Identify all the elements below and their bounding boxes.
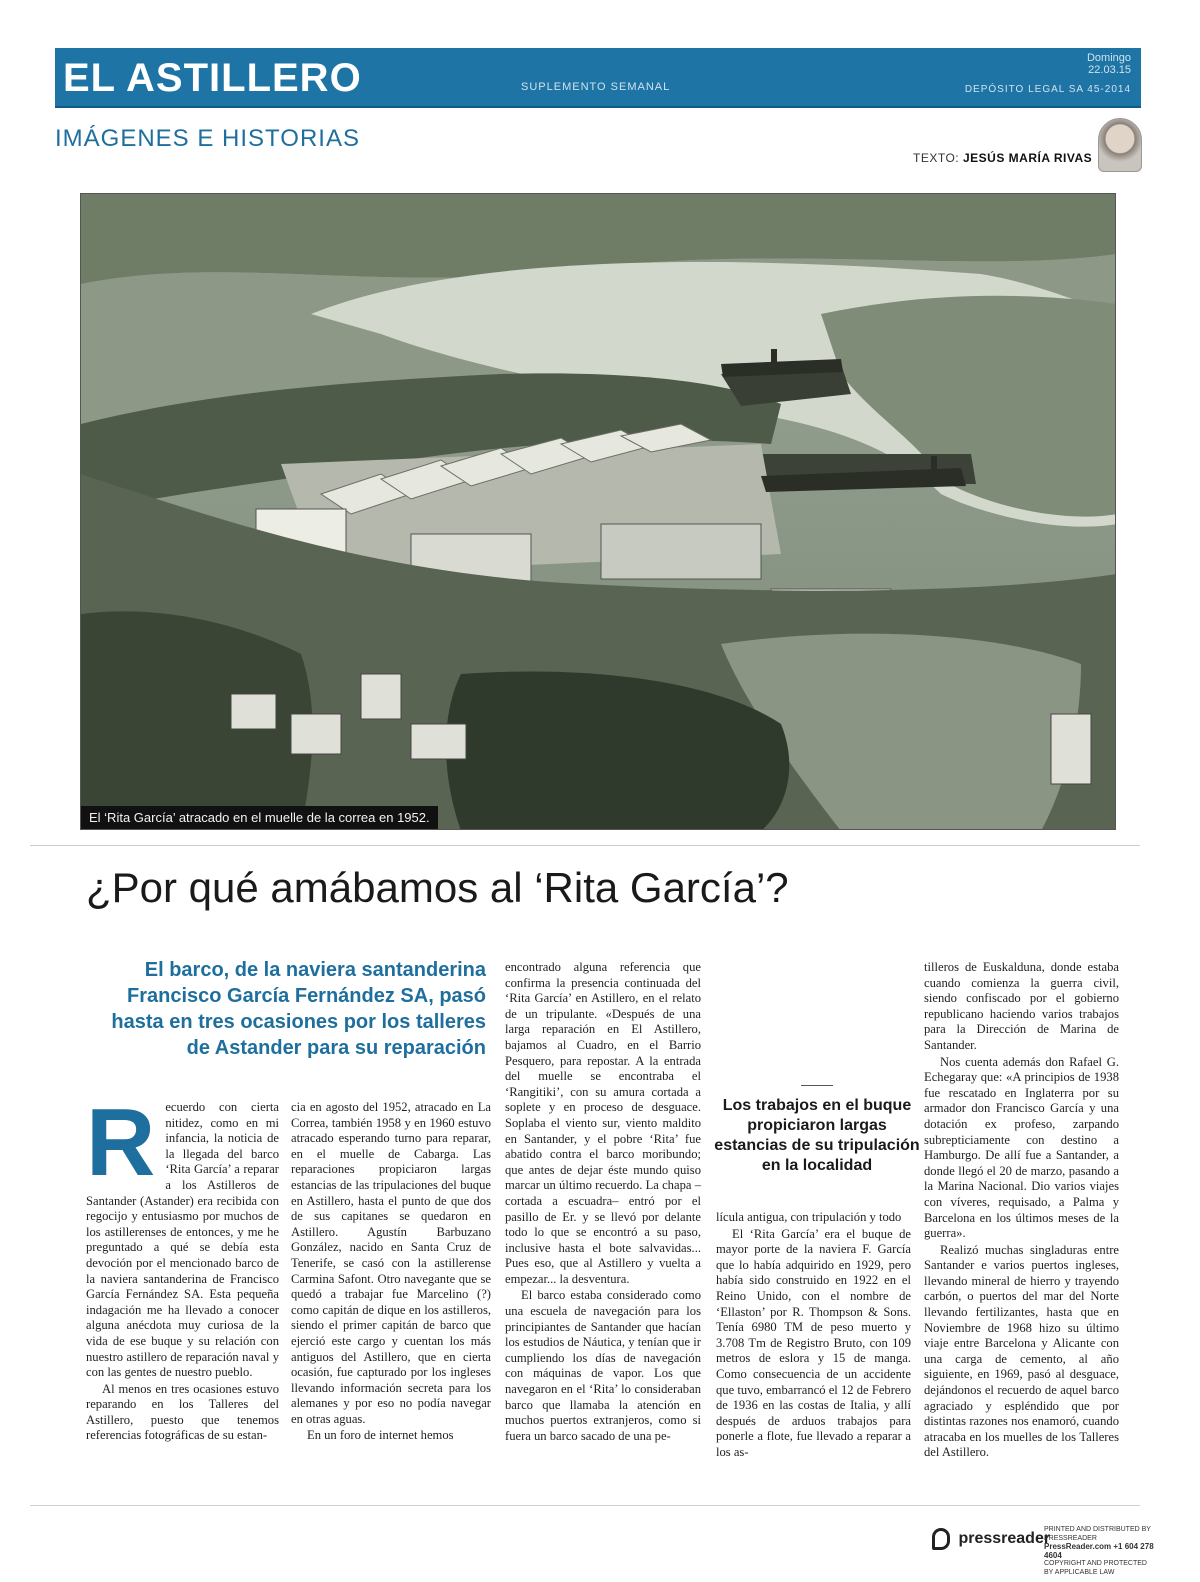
article-column-3 bbox=[505, 960, 701, 1445]
harbor-aerial-image bbox=[81, 194, 1116, 830]
distributor-notice bbox=[1044, 1526, 1154, 1577]
paragraph: En un foro de internet hemos bbox=[307, 1428, 454, 1443]
issue-day: Domingo bbox=[1086, 52, 1131, 64]
author-photo bbox=[1098, 118, 1142, 172]
photo-caption: El ‘Rita García’ atracado en el muelle de la correa en 1952. bbox=[81, 806, 438, 829]
article-lede: El barco, de la naviera santanderina Francisco García Fernández SA, pasó hasta en tres ocasiones por los talleres de Astander para su reparación bbox=[111, 959, 486, 1059]
footer-divider bbox=[30, 1505, 1140, 1506]
article-column-4 bbox=[716, 1210, 911, 1462]
article-column-5 bbox=[924, 960, 1119, 1462]
drop-cap: R bbox=[86, 1089, 156, 1196]
paragraph: Al menos en tres ocasiones estuvo reparando en los Talleres del Astillero, puesto que tenemos referencias fotográficas de su estan- bbox=[86, 1381, 279, 1443]
pull-quote-rule bbox=[801, 1085, 833, 1086]
byline-label: TEXTO: bbox=[913, 151, 960, 165]
section-title: IMÁGENES E HISTORIAS bbox=[55, 125, 360, 152]
paragraph: lícula antigua, con tripulación y todo bbox=[716, 1210, 902, 1224]
paragraph: cia en agosto del 1952, atracado en La Correa, también 1958 y en 1960 estuvo atracado esperando turno para reparar, en el muelle de Cabarga. Las reparaciones propiciaron largas estancias de las tripulaciones del buque en Astillero, hasta el punto de que dos de sus capitanes se quedaron en Astillero. Agustín Barbuzano González, nacido en Santa Cruz de Tenerife, se casó con la astillerense Carmina Safont. Otro navegante que se quedó a trabajar fue Marcelino (?) como capitán de dique en los astilleros, siendo el primer capitán de barco que ejerció este cargo y cuentan los más antiguos del Astillero, que en cierta ocasión, fue capturado por los ingleses llevando información secreta para los alemanes y por eso no podía navegar en otras aguas. bbox=[291, 1100, 491, 1426]
article-headline: ¿Por qué amábamos al ‘Rita García’? bbox=[86, 864, 789, 911]
paragraph: El barco estaba considerado como una escuela de navegación para los principiantes de Santander que hacían los estudios de Náutica, y tenían que ir cumpliendo los días de navegación con máquinas de vapor. Los que navegaron en el ‘Rita’ lo consideraban barco que llamaba la atención en muchos puertos extranjeros, como si fuera un barco sacado de una pe- bbox=[505, 1288, 701, 1443]
pressreader-brand: pressreader bbox=[958, 1530, 1051, 1547]
pull-quote bbox=[712, 1085, 922, 1176]
paragraph: ecuerdo con cierta nitidez, como en mi infancia, la noticia de la llegada del barco ‘Rita García’ a reparar a los Astilleros de Santander (Astander) era recibida con regocijo y entusiasmo por muchos de los astillerenses de entonces, y me he preguntado a qué se debía esta devoción por el mencionado barco de la naviera santanderina de Francisco García Fernández SA. Esta pequeña indagación me ha llevado a conocer alguna anécdota muy curiosa de la vida de ese buque y su relación con nuestro astillero de reparación naval y con las gentes de nuestro pueblo. bbox=[86, 1100, 279, 1380]
pressreader-icon bbox=[932, 1528, 950, 1550]
article-column-1 bbox=[86, 1089, 279, 1445]
issue-date bbox=[1087, 52, 1131, 76]
pressreader-logo[interactable] bbox=[932, 1528, 1050, 1552]
masthead-title: EL ASTILLERO bbox=[63, 56, 362, 100]
paragraph: El ‘Rita García’ era el buque de mayor porte de la naviera F. García que lo había adquirido en 1929, pero había sido construido en 1922 en el Reino Unido, con el nombre de ‘Ellaston’ por R. Thompson & Sons. Tenía 6980 TM de peso muerto y 3.708 Tm de Registro Bruto, con 109 metros de eslora y 15 de manga. Como consecuencia de un accidente que tuvo, embarrancó el 12 de Febrero de 1936 en las costas de Italia, y allí después de arduos trabajos para ponerle a flote, fue llevado a reparar a los as- bbox=[716, 1226, 911, 1459]
issue-date-value: 22.03.15 bbox=[1088, 64, 1131, 76]
byline bbox=[913, 151, 1092, 165]
paragraph: tilleros de Euskalduna, donde estaba cuando comienza la guerra civil, siendo confiscado por el gobierno republicano haciendo varios trabajos para la Dirección de Marina de Santander. bbox=[924, 960, 1119, 1052]
masthead bbox=[55, 48, 1141, 108]
distributor-line-2: PressReader.com +1 604 278 4604 bbox=[1044, 1542, 1154, 1560]
legal-deposit: DEPÓSITO LEGAL SA 45-2014 bbox=[964, 84, 1131, 95]
pull-quote-text: Los trabajos en el buque propiciaron largas estancias de su tripulación en la localidad bbox=[714, 1097, 920, 1174]
fold-divider bbox=[30, 845, 1140, 846]
byline-author: JESÚS MARÍA RIVAS bbox=[962, 151, 1093, 165]
paragraph: encontrado alguna referencia que confirma la presencia continuada del ‘Rita García’ en Astillero, en el relato de un tripulante. «Después de una larga reparación en El Astillero, bajamos al Cuadro, en el Barrio Pesquero, para repostar. A la entrada del muelle se encontraba el ‘Rangitiki’, con su amura cortada a soplete y en proceso de desguace. Soplaba el viento sur, viento maldito en Santander, y el pobre ‘Rita’ fue abatido contra el barco moribundo; que antes de dejar éste mundo quiso marcar un último recuerdo. La chapa –cortada a escuadra– entró por el pasillo de Er. y se llevó por delante todo lo que se encontró a su paso, inclusive hasta el bote salvavidas... Pues eso, que al Astillero y vuelta a empezar... la desventura. bbox=[505, 960, 701, 1286]
distributor-line-3: COPYRIGHT AND PROTECTED BY APPLICABLE LAW bbox=[1044, 1560, 1147, 1576]
paragraph: Realizó muchas singladuras entre Santander e varios puertos ingleses, llevando mineral de hierro y trayendo carbón, o puertos del mar del Norte llevando fertilizantes, hasta que en Noviembre de 1968 hizo su último viaje entre Barcelona y Alicante con una carga de cemento, al año siguiente, en 1969, pasó al desguace, dejándonos el recuerdo de aquel barco agraciado y espléndido que por distintas razones nos enamoró, cuando atracaba en los muelles de los Talleres del Astillero. bbox=[924, 1242, 1119, 1460]
article-column-2 bbox=[291, 1100, 491, 1445]
historic-photo bbox=[80, 193, 1116, 830]
paragraph: Nos cuenta además don Rafael G. Echegaray que: «A principios de 1938 fue rescatado en Inglaterra por su armador don Francisco García y una dotación ex profeso, zarpando subrepticiamente con destino a Hamburgo. De allí fue a Santander, a donde llegó el 20 de marzo, pasando a la Marina Nacional. Dio varios viajes con víveres, requisado, a Palma y Barcelona en los últimos meses de la guerra». bbox=[924, 1054, 1119, 1241]
supplement-label: SUPLEMENTO SEMANAL bbox=[521, 81, 671, 93]
distributor-line-1: PRINTED AND DISTRIBUTED BY PRESSREADER bbox=[1044, 1526, 1151, 1542]
